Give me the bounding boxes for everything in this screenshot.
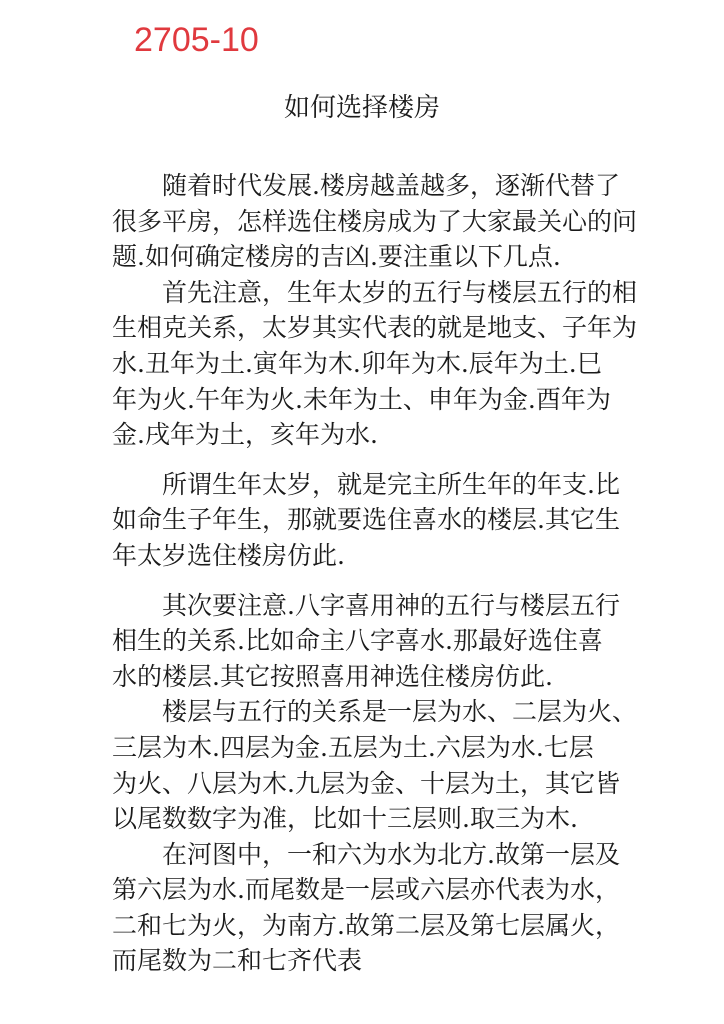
text-line: 为火、八层为木.九层为金、十层为土，其它皆 — [112, 768, 620, 798]
text-line: 首先注意，生年太岁的五行与楼层五行的相 — [112, 277, 638, 307]
paragraph-floor-elements — [112, 694, 638, 836]
text-line: 而尾数为二和七齐代表 — [112, 946, 363, 976]
document-body — [112, 168, 638, 979]
text-line: 很多平房，怎样选住楼房成为了大家最关心的问 — [112, 206, 638, 236]
text-line: 相生的关系.比如命主八字喜水.那最好选住喜 — [112, 626, 603, 656]
text-line: 第六层为水.而尾数是一层或六层亦代表为水， — [112, 875, 620, 905]
text-line: 生相克关系，太岁其实代表的就是地支、子年为 — [112, 313, 638, 343]
paragraph-bazi — [112, 588, 620, 695]
paragraph-intro — [112, 168, 638, 275]
paragraph-birth-year — [112, 467, 620, 574]
text-line: 水的楼层.其它按照喜用神选住楼房仿此. — [112, 661, 553, 691]
text-line: 金.戌年为土，亥年为水. — [112, 420, 378, 450]
text-line: 年太岁选住楼房仿此. — [112, 540, 345, 570]
text-line: 所谓生年太岁，就是完主所生年的年支.比 — [112, 469, 620, 499]
text-line: 如命生子年生，那就要选住喜水的楼层.其它生 — [112, 505, 620, 535]
text-line: 楼层与五行的关系是一层为水、二层为火、 — [112, 697, 638, 727]
text-line: 三层为木.四层为金.五层为土.六层为水.七层 — [112, 732, 594, 762]
text-line: 其次要注意.八字喜用神的五行与楼层五行 — [112, 590, 620, 620]
text-line: 在河图中，一和六为水为北方.故第一层及 — [112, 839, 620, 869]
text-line: 二和七为火，为南方.故第二层及第七层属火， — [112, 910, 620, 940]
paragraph-hetu — [112, 837, 620, 979]
document-id-label: 2705-10 — [134, 21, 259, 59]
text-line: 随着时代发展.楼房越盖越多，逐渐代替了 — [112, 171, 620, 200]
paragraph-tai-sui-elements — [112, 275, 638, 453]
text-line: 题.如何确定楼房的吉凶.要注重以下几点. — [112, 242, 561, 272]
document-title: 如何选择楼房 — [283, 93, 440, 123]
text-line: 年为火.午年为火.未年为土、申年为金.酉年为 — [112, 384, 611, 414]
text-line: 水.丑年为土.寅年为木.卯年为木.辰年为土.巳 — [112, 348, 602, 378]
text-line: 以尾数数字为准，比如十三层则.取三为木. — [112, 804, 578, 834]
